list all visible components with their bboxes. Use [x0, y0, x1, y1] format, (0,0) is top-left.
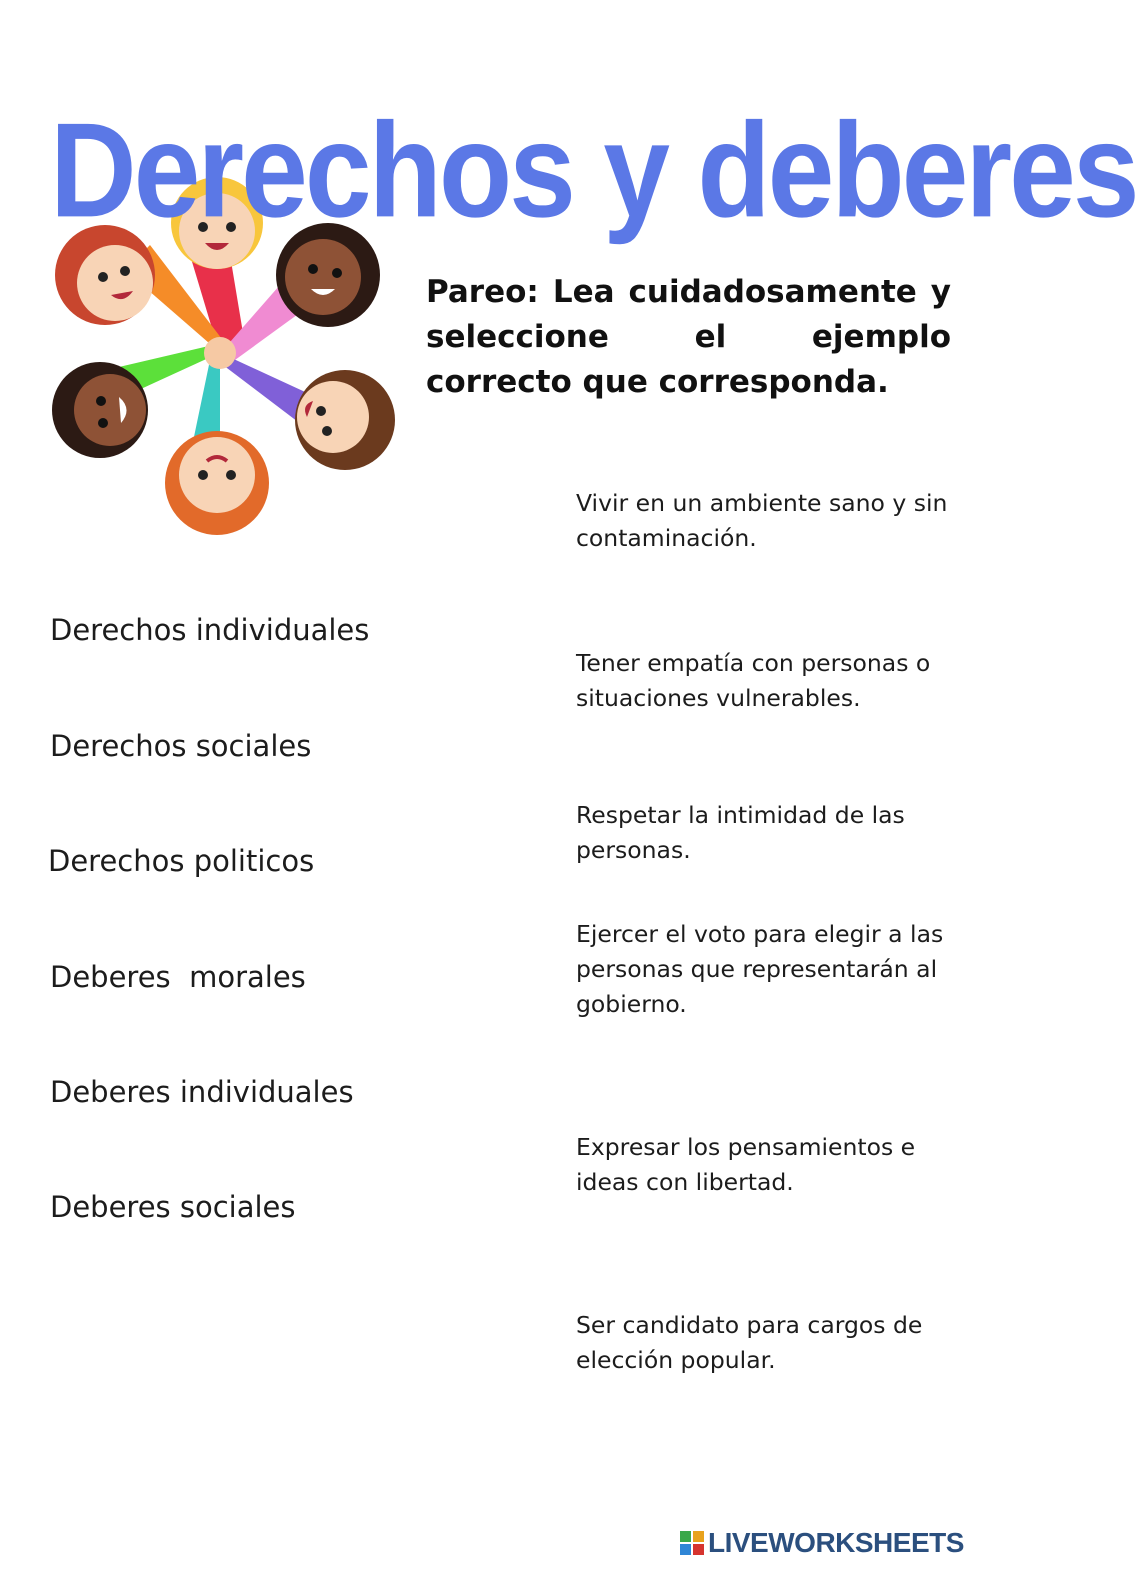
left-item-deberes-sociales: Deberes sociales — [50, 1190, 296, 1224]
left-item-derechos-politicos: Derechos politicos — [48, 844, 315, 878]
right-item-intimidad: Respetar la intimidad de las personas. — [576, 801, 905, 864]
child-bottom — [165, 431, 269, 535]
right-item-ambiente-sano: Vivir en un ambiente sano y sin contaminación. — [576, 489, 948, 552]
page-title: Derechos y deberes — [50, 95, 1137, 246]
right-item-empatia: Tener empatía con personas o situaciones vulnerables. — [576, 649, 931, 712]
left-item-deberes-morales: Deberes morales — [50, 960, 306, 994]
right-item-expresar-pensamientos: Expresar los pensamientos e ideas con libertad. — [576, 1133, 916, 1196]
left-item-deberes-individuales: Deberes individuales — [50, 1075, 354, 1109]
liveworksheets-logo-icon — [680, 1531, 704, 1555]
child-right — [295, 370, 395, 470]
instructions-text: Pareo: Lea cuidadosamente y seleccione el ejemplo correcto que corresponda. — [426, 274, 951, 400]
left-item-derechos-sociales: Derechos sociales — [50, 729, 312, 763]
right-item-ejercer-voto: Ejercer el voto para elegir a las personas que representarán al gobierno. — [576, 920, 944, 1018]
footer-brand-text: LIVEWORKSHEETS — [708, 1527, 964, 1558]
left-item-derechos-individuales: Derechos individuales — [50, 613, 370, 647]
footer-brand — [680, 1526, 964, 1560]
right-item-ser-candidato: Ser candidato para cargos de elección popular. — [576, 1311, 923, 1374]
child-left — [52, 362, 148, 458]
